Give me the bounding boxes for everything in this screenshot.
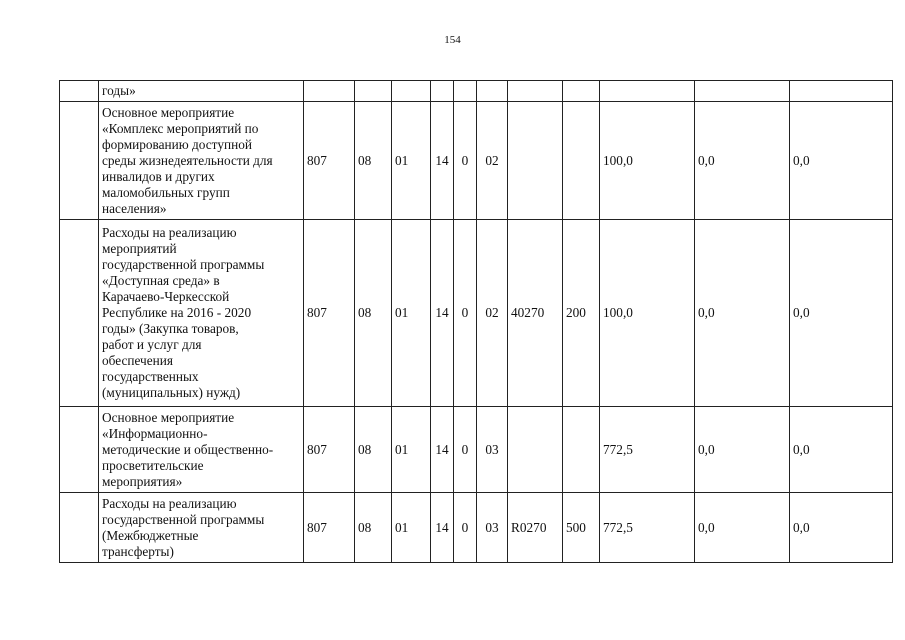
expense-direction-code [508, 81, 563, 102]
subsection-code: 01 [392, 493, 431, 563]
subsection-code: 01 [392, 220, 431, 407]
amount-year-1: 772,5 [600, 493, 695, 563]
subsection-code: 01 [392, 407, 431, 493]
row-marker-cell [60, 220, 99, 407]
expense-direction-code: R0270 [508, 493, 563, 563]
section-code: 08 [355, 407, 392, 493]
table-row [60, 81, 893, 102]
budget-table [59, 80, 893, 563]
expense-type-code: 200 [563, 220, 600, 407]
subprogram-code [454, 81, 477, 102]
item-name: годы» [99, 81, 304, 102]
row-marker-cell [60, 493, 99, 563]
expense-direction-code: 40270 [508, 220, 563, 407]
amount-year-1 [600, 81, 695, 102]
row-marker-cell [60, 81, 99, 102]
expense-direction-code [508, 407, 563, 493]
ministry-code: 807 [304, 493, 355, 563]
expense-type-code: 500 [563, 493, 600, 563]
measure-code: 03 [477, 493, 508, 563]
amount-year-3: 0,0 [790, 407, 893, 493]
amount-year-1: 772,5 [600, 407, 695, 493]
measure-code: 03 [477, 407, 508, 493]
amount-year-2: 0,0 [695, 493, 790, 563]
section-code [355, 81, 392, 102]
measure-code: 02 [477, 102, 508, 220]
program-code: 14 [431, 220, 454, 407]
amount-year-3 [790, 81, 893, 102]
item-name: Основное мероприятие «Комплекс мероприятий по формированию доступной среды жизнедеятельности для инвалидов и других маломобильных групп населения» [99, 102, 304, 220]
subprogram-code: 0 [454, 493, 477, 563]
amount-year-2: 0,0 [695, 407, 790, 493]
table-row [60, 102, 893, 220]
program-code: 14 [431, 102, 454, 220]
amount-year-3: 0,0 [790, 493, 893, 563]
ministry-code: 807 [304, 220, 355, 407]
amount-year-3: 0,0 [790, 220, 893, 407]
subsection-code [392, 81, 431, 102]
amount-year-1: 100,0 [600, 102, 695, 220]
section-code: 08 [355, 493, 392, 563]
page-number: 154 [444, 34, 461, 46]
expense-type-code [563, 81, 600, 102]
subprogram-code: 0 [454, 102, 477, 220]
ministry-code [304, 81, 355, 102]
ministry-code: 807 [304, 102, 355, 220]
expense-type-code [563, 407, 600, 493]
program-code: 14 [431, 407, 454, 493]
program-code [431, 81, 454, 102]
item-name: Расходы на реализацию мероприятий государственной программы «Доступная среда» в Карачаево-Черкесской Республике на 2016 - 2020 годы» (Закупка товаров, работ и услуг для обеспечения государственных (муниципальных) нужд) [99, 220, 304, 407]
row-marker-cell [60, 407, 99, 493]
amount-year-1: 100,0 [600, 220, 695, 407]
table-row [60, 220, 893, 407]
row-marker-cell [60, 102, 99, 220]
section-code: 08 [355, 220, 392, 407]
ministry-code: 807 [304, 407, 355, 493]
expense-type-code [563, 102, 600, 220]
measure-code [477, 81, 508, 102]
item-name: Расходы на реализацию государственной программы (Межбюджетные трансферты) [99, 493, 304, 563]
amount-year-2: 0,0 [695, 220, 790, 407]
subprogram-code: 0 [454, 220, 477, 407]
program-code: 14 [431, 493, 454, 563]
table-row [60, 407, 893, 493]
expense-direction-code [508, 102, 563, 220]
amount-year-2: 0,0 [695, 102, 790, 220]
amount-year-3: 0,0 [790, 102, 893, 220]
amount-year-2 [695, 81, 790, 102]
measure-code: 02 [477, 220, 508, 407]
item-name: Основное мероприятие «Информационно- методические и общественно- просветительские мероприятия» [99, 407, 304, 493]
table-row [60, 493, 893, 563]
subsection-code: 01 [392, 102, 431, 220]
section-code: 08 [355, 102, 392, 220]
subprogram-code: 0 [454, 407, 477, 493]
